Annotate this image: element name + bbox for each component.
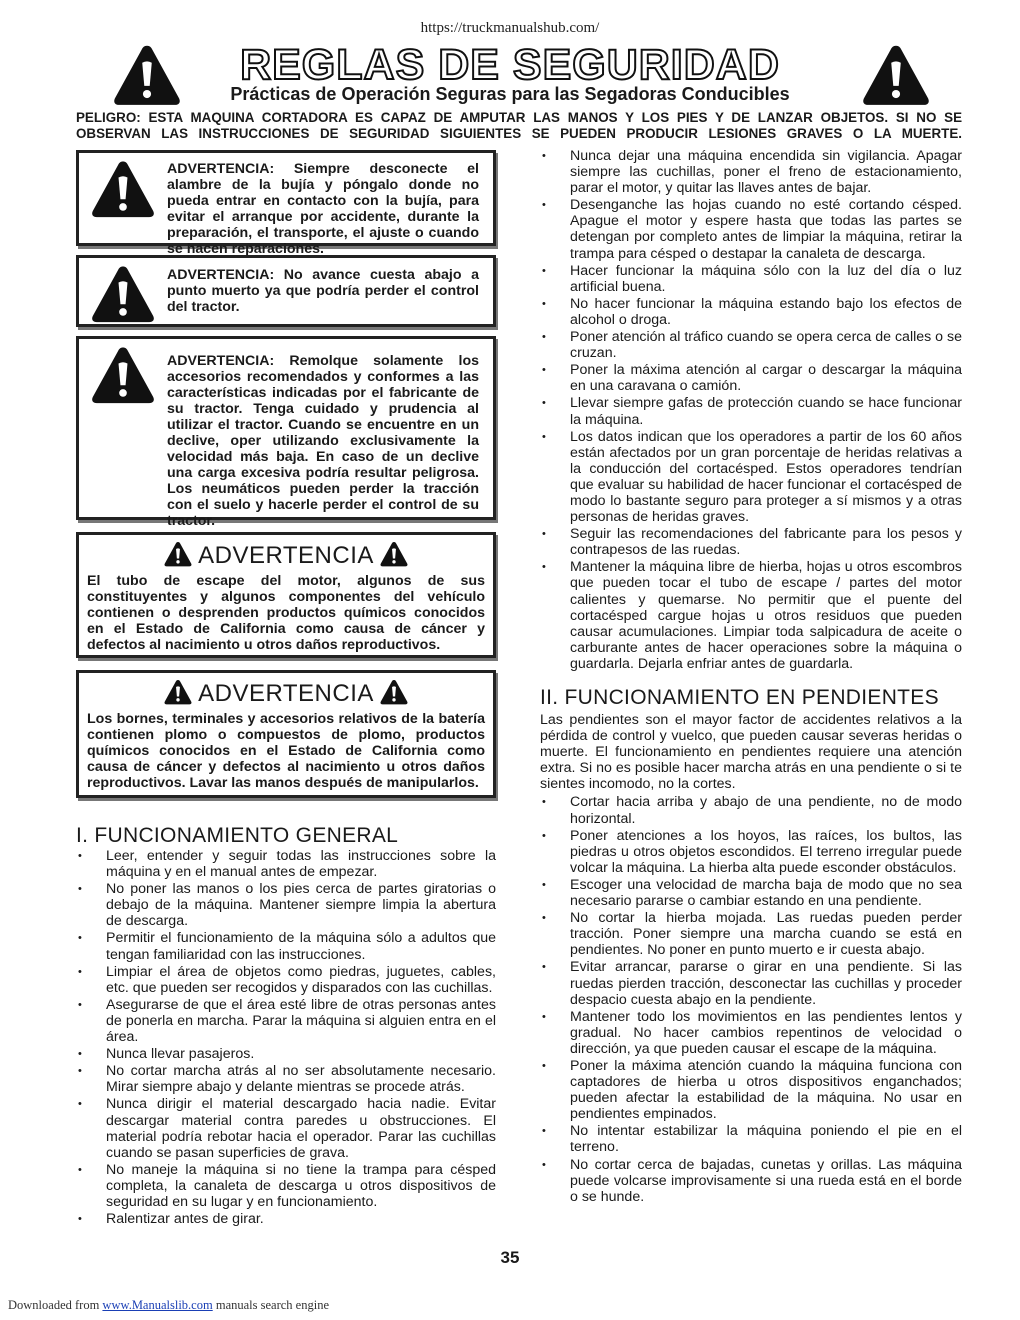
section2-list	[540, 794, 962, 1204]
list-item: • Mantener todo los movimientos en las pendientes lentos y gradual. No hacer cambios repentinos de velocidad o dirección, ya que pueden causar el escape de la máquina.	[540, 1009, 962, 1057]
advertencia-heading	[87, 541, 485, 571]
list-item: • Poner atenciones a los hoyos, las raíces, los bultos, las piedras u otros objetos escondidos. El terreno irregular puede volcar la máquina. La hierba alta puede esconder obstáculos.	[540, 828, 962, 876]
page-subtitle: Prácticas de Operación Seguras para las Segadoras Conducibles	[230, 84, 790, 104]
list-item: • Ralentizar antes de girar.	[76, 1211, 496, 1227]
footer-prefix: Downloaded from	[8, 1298, 100, 1312]
advertencia-heading	[87, 679, 485, 709]
list-item: • Los datos indican que los operadores a partir de los 60 años están afectados por un gran porcentaje de heridas relativas a la conducción del cortacésped. Estos operadores tendrían que evaluar su habilidad de hacer funcionar el cortacésped de modo lo bastante seguro para proteger a sí mismos y a otras personas de heridas graves.	[540, 429, 962, 526]
page-title: REGLAS DE SEGURIDAD	[240, 41, 780, 89]
warning-box	[76, 336, 496, 529]
advertencia-heading-text: ADVERTENCIA	[198, 542, 374, 569]
advertencia-text: El tubo de escape del motor, algunos de sus constituyentes y algunos componentes del vehículo contienen o desprenden productos químicos conocidos en el Estado de California como causa de cáncer y defectos al nacimiento u otros daños reproductivos.	[87, 573, 485, 653]
warning-box	[76, 255, 496, 327]
section-title: II. FUNCIONAMIENTO EN PENDIENTES	[540, 686, 939, 709]
list-item: • Mantener la máquina libre de hierba, hojas u otros escombros que pueden tocar el tubo de escape / partes del motor calientes y quemarse. No permitir que el puente del cortacésped cargue hojas u otros residuos que pueden causar acumulaciones. Limpiar toda salpicadura de aceite o carburante antes de hacer operaciones sobre la máquina o guardarla. Dejarla enfriar antes de guardarla.	[540, 559, 962, 672]
list-item: • Nunca dejar una máquina encendida sin vigilancia. Apagar siempre las cuchillas, poner el freno de estacionamiento, parar el motor, y quitar las llaves antes de bajar.	[540, 148, 962, 196]
advertencia-text: Los bornes, terminales y accesorios relativos de la batería contienen plomo o compuestos de plomo, productos químicos conocidos en el Estado de California como causa de cáncer y defectos al nacimiento u otros daños reproductivos. Lavar las manos después de manipularlos.	[87, 711, 485, 791]
list-item: • No poner las manos o los pies cerca de partes giratorias o debajo de la máquina. Mantener siempre limpia la abertura de descarga.	[76, 881, 496, 929]
warning-triangle-icon	[91, 264, 155, 324]
list-item: • No intentar estabilizar la máquina poniendo el pie en el terreno.	[540, 1123, 962, 1155]
list-item: • Asegurarse de que el área esté libre de otras personas antes de ponerla en marcha. Parar la máquina si alguien entra en el área.	[76, 997, 496, 1045]
left-column	[76, 150, 496, 1228]
list-item: • Nunca llevar pasajeros.	[76, 1046, 496, 1062]
list-item: • Nunca dirigir el material descargado hacia nadie. Evitar descargar material contra paredes u obstrucciones. El material podría rebotar hacia el operador. Parar las cuchillas cuando se pasan superficies de grava.	[76, 1096, 496, 1160]
list-item: • Poner la máxima atención al cargar o descargar la máquina en una caravana o camión.	[540, 362, 962, 394]
list-item: • No maneje la máquina si no tiene la trampa para césped completa, la canaleta de descarga u otros dispositivos de seguridad en su lugar y en funcionamiento.	[76, 1162, 496, 1210]
warning-box	[76, 150, 496, 257]
list-item: • Poner la máxima atención cuando la máquina funciona con captadores de hierba u otros dispositivos enganchados; pueden afectar la estabilidad de la máquina. No usar en pendientes empinados.	[540, 1058, 962, 1122]
advertencia-box	[76, 670, 496, 798]
list-item: • Desenganche las hojas cuando no esté cortando césped. Apague el motor y espere hasta que todas las partes se detengan por completo antes de limpiar la máquina, retirar la trampa para césped o destapar la canaleta de descarga.	[540, 197, 962, 261]
warning-triangle-icon	[164, 679, 192, 705]
warning-text: ADVERTENCIA: Remolque solamente los accesorios recomendados y conformes a las características indicadas por el fabricante de su tractor. Tenga cuidado y prudencia al utilizar el tractor. Cuando se encuentre en un declive, oper utilizando exclusivamente la velocidad más baja. En caso de un declive una carga excesiva podría resultar peligrosa. Los neumáticos pueden perder la tracción con el suelo y hacerle perder el control de su tractor.	[167, 353, 479, 529]
warning-triangle-icon	[380, 679, 408, 705]
list-item: • No cortar marcha atrás al no ser absolutamente necesario. Mirar siempre abajo y delante mientras se procede atrás.	[76, 1063, 496, 1095]
download-footer	[8, 1298, 329, 1313]
danger-line: PELIGRO: ESTA MAQUINA CORTADORA ES CAPAZ DE AMPUTAR LAS MANOS Y LOS PIES Y DE LANZAR OBJETOS. SI NO SE	[76, 110, 962, 125]
list-item: • Evitar arrancar, pararse o girar en una pendiente. Si las ruedas pierden tracción, desconectar las cuchillas y proceder despacio cuesta abajo en la pendiente.	[540, 959, 962, 1007]
list-item: • No cortar la hierba mojada. Las ruedas pueden perder tracción. Poner siempre una marcha cuando se está en pendientes. No poner en punto muerto e ir cuesta abajo.	[540, 910, 962, 958]
right-column	[540, 148, 962, 1206]
list-item: • Seguir las recomendaciones del fabricante para los pesos y contrapesos de las ruedas.	[540, 526, 962, 558]
page-number: 35	[500, 1248, 520, 1267]
list-item: • No hacer funcionar la máquina estando bajo los efectos de alcohol o droga.	[540, 296, 962, 328]
danger-notice	[76, 110, 962, 142]
section-title: I. FUNCIONAMIENTO GENERAL	[76, 824, 399, 847]
general-rules-list	[540, 148, 962, 672]
warning-text: ADVERTENCIA: No avance cuesta abajo a punto muerto ya que podría perder el control del tractor.	[167, 267, 479, 315]
list-item: • Escoger una velocidad de marcha baja de modo que no sea necesario pararse o cambiar estando en una pendiente.	[540, 877, 962, 909]
advertencia-heading-text: ADVERTENCIA	[198, 680, 374, 707]
list-item: • Leer, entender y seguir todas las instrucciones sobre la máquina y en el manual antes de empezar.	[76, 848, 496, 880]
list-item: • Cortar hacia arriba y abajo de una pendiente, no de modo horizontal.	[540, 794, 962, 826]
warning-triangle-icon	[164, 541, 192, 567]
section1-list	[76, 848, 496, 1227]
advertencia-box	[76, 532, 496, 658]
section-intro: Las pendientes son el mayor factor de accidentes relativos a la pérdida de control y vuelco, que pueden causar severas heridas o muerte. El funcionamiento en pendientes requiere una atención extra. Si no es posible hacer marcha atrás en una pendiente o si te sientes incomodo, no la cortes.	[540, 712, 962, 793]
list-item: • No cortar cerca de bajadas, cunetas y orillas. Las máquina puede volcarse improvisamente si una rueda está en el borde o se hunde.	[540, 1157, 962, 1205]
manualslib-link[interactable]: www.Manualslib.com	[102, 1298, 213, 1312]
list-item: • Poner atención al tráfico cuando se opera cerca de calles o se cruzan.	[540, 329, 962, 361]
list-item: • Permitir el funcionamiento de la máquina sólo a adultos que tengan familiaridad con las instrucciones.	[76, 930, 496, 962]
danger-line: OBSERVAN LAS INSTRUCCIONES DE SEGURIDAD SIGUIENTES SE PUEDEN PRODUCIR LESIONES GRAVES O LA MUERTE.	[76, 126, 962, 141]
source-url: https://truckmanualshub.com/	[420, 20, 600, 36]
warning-triangle-icon	[91, 345, 155, 405]
list-item: • Hacer funcionar la máquina sólo con la luz del día o luz artificial buena.	[540, 263, 962, 295]
list-item: • Llevar siempre gafas de protección cuando se hace funcionar la máquina.	[540, 395, 962, 427]
warning-triangle-icon	[91, 159, 155, 219]
list-item: • Limpiar el área de objetos como piedras, juguetes, cables, etc. que pueden ser recogidos y disparados con las cuchillas.	[76, 964, 496, 996]
warning-triangle-icon	[380, 541, 408, 567]
footer-suffix: manuals search engine	[215, 1298, 329, 1312]
warning-text: ADVERTENCIA: Siempre desconecte el alambre de la bujía y póngalo donde no pueda entrar en contacto con la bujía, para evitar el arranque por accidente, durante la preparación, el transporte, el ajuste o cuando se hacen reparaciones.	[167, 161, 479, 257]
